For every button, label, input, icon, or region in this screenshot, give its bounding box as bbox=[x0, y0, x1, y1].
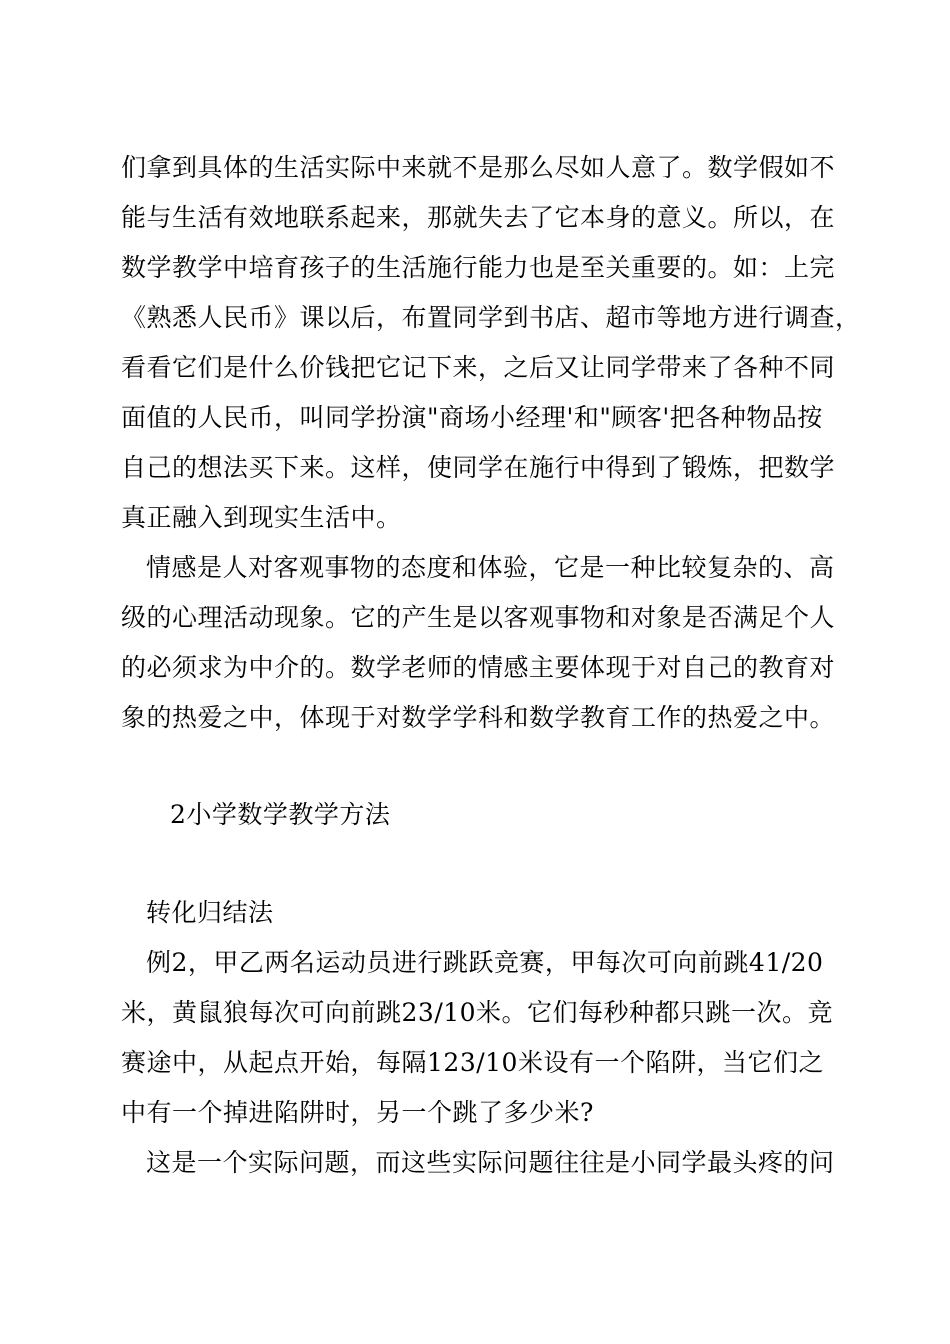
text-line: 真正融入到现实生活中。 bbox=[121, 503, 402, 532]
text-line: 赛途中，从起点开始，每隔123/10米设有一个陷阱，当它们之 bbox=[121, 1048, 824, 1077]
text-line: 情感是人对客观事物的态度和体验，它是一种比较复杂的、高 bbox=[146, 553, 835, 582]
text-line: 这是一个实际问题，而这些实际问题往往是小同学最头疼的问 bbox=[146, 1148, 835, 1177]
text-line: 面值的人民币，叫同学扮演"商场小经理'和"顾客'把各种物品按 bbox=[121, 403, 823, 432]
text-line: 例2，甲乙两名运动员进行跳跃竞赛，甲每次可向前跳41/20 bbox=[146, 948, 824, 977]
section-title: 2小学数学教学方法 bbox=[170, 800, 391, 829]
text-line: 数学教学中培育孩子的生活施行能力也是至关重要的。如：上完 bbox=[121, 253, 836, 282]
text-line: 的必须求为中介的。数学老师的情感主要体现于对自己的教育对 bbox=[121, 653, 836, 682]
subsection-title: 转化归结法 bbox=[146, 898, 274, 927]
text-line: 中有一个掉进陷阱时，另一个跳了多少米? bbox=[121, 1098, 594, 1127]
text-line: 能与生活有效地联系起来，那就失去了它本身的意义。所以，在 bbox=[121, 203, 836, 232]
text-line: 象的热爱之中，体现于对数学学科和数学教育工作的热爱之中。 bbox=[121, 703, 836, 732]
text-line: 米，黄鼠狼每次可向前跳23/10米。它们每秒种都只跳一次。竞 bbox=[121, 998, 834, 1027]
text-line: 《熟悉人民币》课以后，布置同学到书店、超市等地方进行调查， bbox=[121, 303, 861, 332]
text-line: 级的心理活动现象。它的产生是以客观事物和对象是否满足个人 bbox=[121, 603, 836, 632]
text-line: 自己的想法买下来。这样，使同学在施行中得到了锻炼，把数学 bbox=[121, 453, 836, 482]
text-line: 们拿到具体的生活实际中来就不是那么尽如人意了。数学假如不 bbox=[121, 153, 836, 182]
text-line: 看看它们是什么价钱把它记下来，之后又让同学带来了各种不同 bbox=[121, 353, 836, 382]
